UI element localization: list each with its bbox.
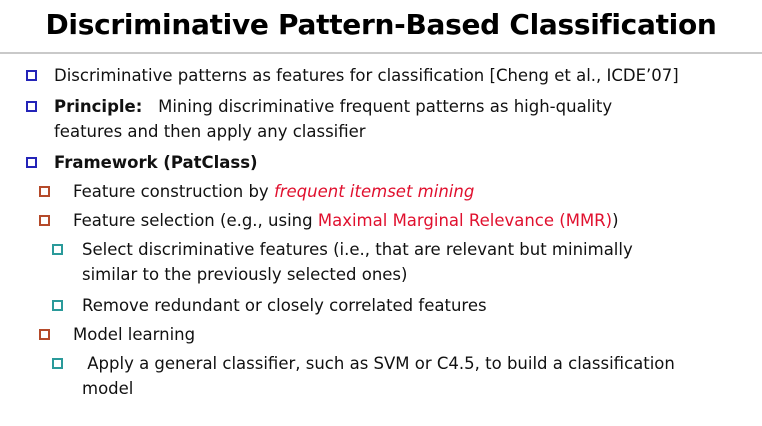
bullet-feature-construction: Feature construction by frequent itemset mining [73,182,475,201]
bullet-model-learning: Model learning [73,325,196,344]
square-bullet-icon [26,157,37,168]
bullet-principle: Principle: Mining discriminative frequent patterns as high-quality features and then apply any classifier [54,97,613,141]
bullet-feature-selection: Feature selection (e.g., using Maximal Marginal Relevance (MMR)) [73,211,619,230]
bullet-framework: Framework (PatClass) [54,153,258,172]
bullet-apply-classifier: Apply a general classifier, such as SVM or C4.5, to build a classification model [82,354,675,398]
slide-title: Discriminative Pattern-Based Classification [45,8,717,41]
bullet-remove-redundant: Remove redundant or closely correlated features [82,296,487,315]
bullet-cheng-reference: Discriminative patterns as features for classification [Cheng et al., ICDE’07] [54,66,679,85]
square-bullet-icon [39,186,50,197]
square-bullet-icon [52,300,63,311]
square-bullet-icon [52,244,63,255]
square-bullet-icon [39,329,50,340]
square-bullet-icon [52,358,63,369]
principle-label: Principle: [54,97,143,116]
highlight-frequent-itemset-mining: frequent itemset mining [273,182,475,201]
square-bullet-icon [39,215,50,226]
highlight-mmr: Maximal Marginal Relevance (MMR) [317,211,613,230]
bullet-select-discriminative: Select discriminative features (i.e., that are relevant but minimally similar to the previously selected ones) [82,240,633,284]
square-bullet-icon [26,101,37,112]
square-bullet-icon [26,70,37,81]
